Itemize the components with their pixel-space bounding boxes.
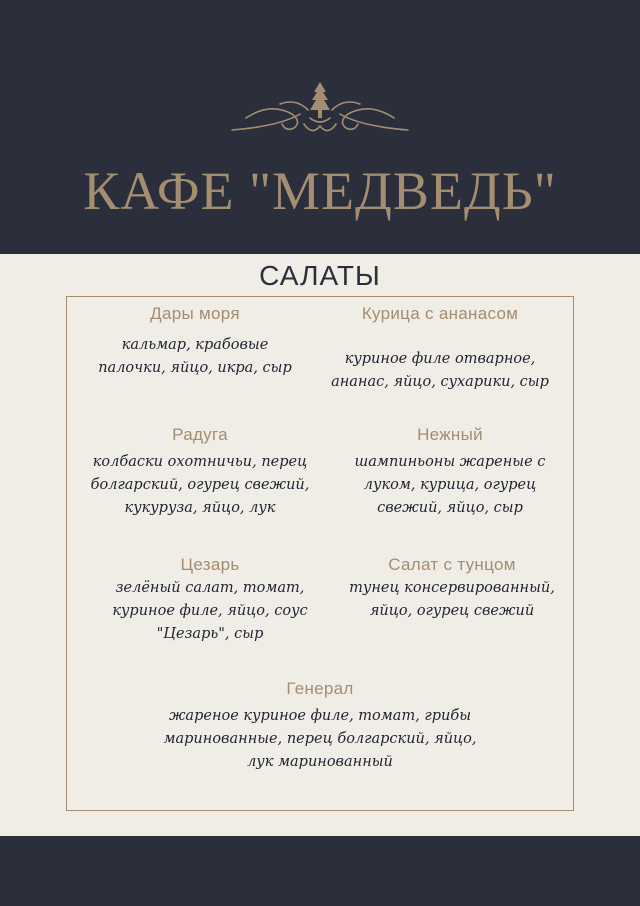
item-name: Курица с ананасом	[361, 304, 519, 323]
header-band	[0, 0, 640, 254]
desc-line: тунец консервированный,	[349, 580, 555, 596]
desc-line: "Цезарь", сыр	[156, 626, 264, 642]
desc-line: болгарский, огурец свежий,	[90, 477, 310, 493]
desc-line: свежий, яйцо, сыр	[377, 500, 523, 516]
menu-item	[322, 304, 558, 394]
desc-line: яйцо, огурец свежий	[369, 603, 535, 619]
menu-item	[82, 425, 318, 520]
desc-line: колбаски охотничьи, перец	[92, 454, 308, 470]
desc-line: шампиньоны жареные с	[354, 454, 546, 470]
desc-line: жареное куриное филе, томат, грибы	[168, 708, 472, 724]
item-name: Генерал	[286, 679, 354, 698]
item-name: Салат с тунцом	[388, 555, 516, 574]
section-title: САЛАТЫ	[259, 260, 381, 291]
desc-line: зелёный салат, томат,	[115, 580, 305, 596]
item-description	[82, 451, 318, 520]
item-description	[322, 348, 558, 394]
item-description	[334, 577, 570, 623]
menu-item	[82, 304, 308, 380]
desc-line: лук маринованный	[247, 754, 393, 770]
desc-line: маринованные, перец болгарский, яйцо,	[163, 731, 477, 747]
ornament-icon	[220, 80, 420, 140]
item-description	[82, 334, 308, 380]
item-description	[332, 451, 568, 520]
menu-item	[332, 425, 568, 520]
menu-item	[120, 679, 520, 774]
desc-line: ананас, яйцо, сухарики, сыр	[331, 374, 549, 390]
desc-line: куриное филе, яйцо, соус	[112, 603, 308, 619]
desc-line: кукуруза, яйцо, лук	[124, 500, 276, 516]
item-name: Нежный	[417, 425, 483, 444]
page-title: КАФЕ "МЕДВЕДЬ"	[83, 161, 557, 221]
menu-item	[92, 555, 328, 646]
footer-band	[0, 836, 640, 906]
item-name: Цезарь	[180, 555, 240, 574]
menu-item	[334, 555, 570, 623]
item-description	[92, 577, 328, 646]
desc-line: луком, курица, огурец	[363, 477, 537, 493]
item-description	[120, 705, 520, 774]
desc-line: кальмар, крабовые	[121, 337, 269, 353]
item-name: Радуга	[172, 425, 228, 444]
desc-line: куриное филе отварное,	[344, 351, 536, 367]
desc-line: палочки, яйцо, икра, сыр	[98, 360, 292, 376]
item-name: Дары моря	[150, 304, 240, 323]
